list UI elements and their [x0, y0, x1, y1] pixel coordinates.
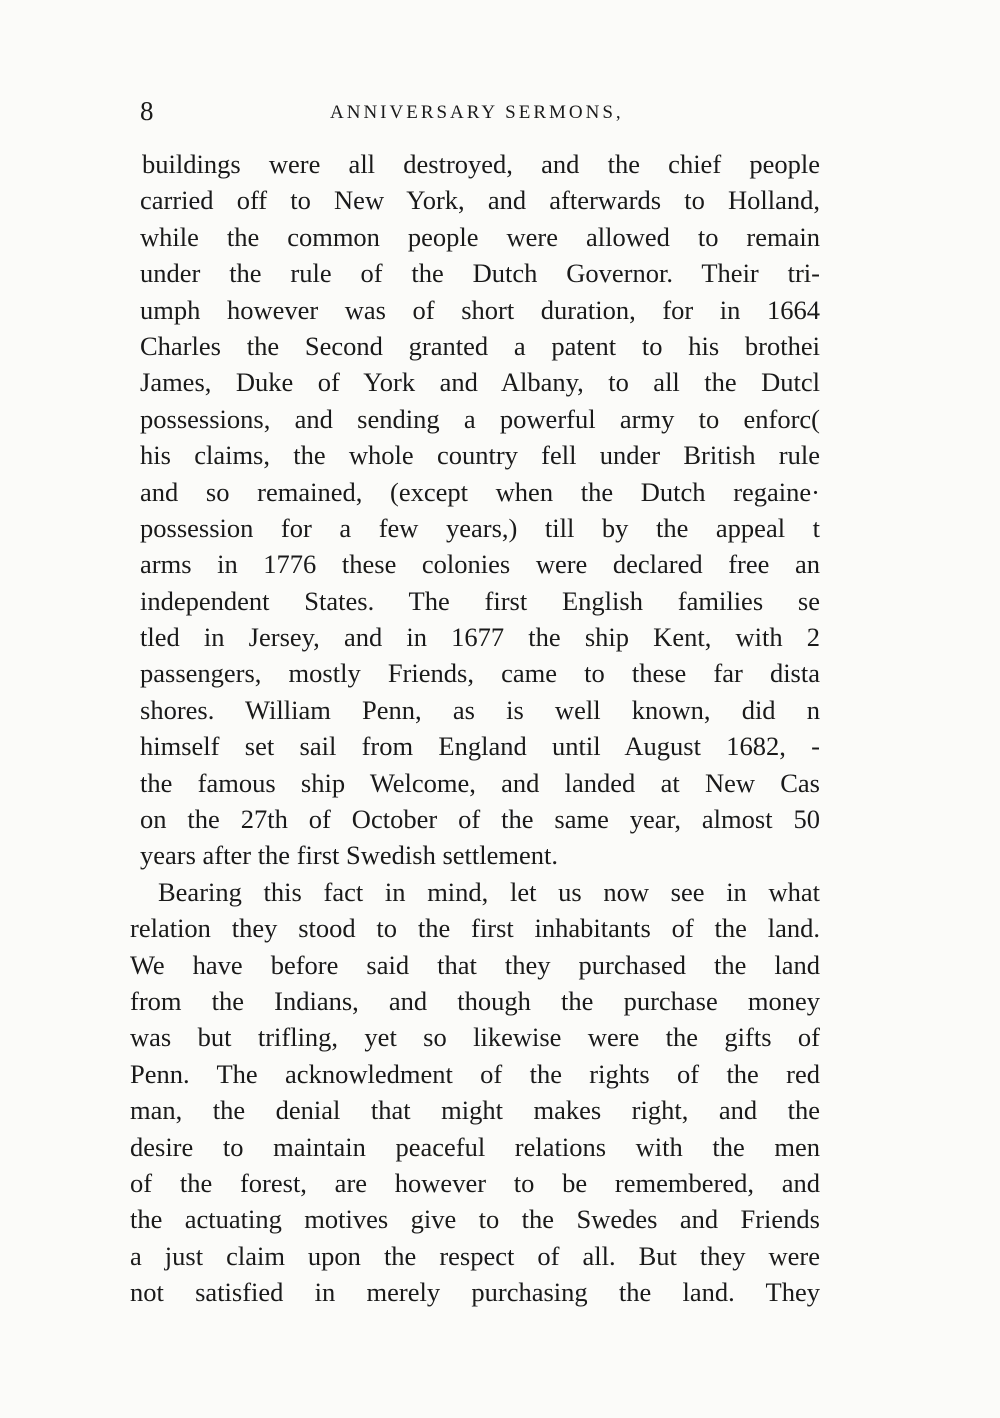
text-line: from the Indians, and though the purchase money [130, 985, 820, 1016]
text-line: not satisfied in merely purchasing the land. They [130, 1277, 820, 1308]
text-line: years after the first Swedish settlement. [140, 840, 558, 871]
paragraph-2 [130, 874, 820, 1311]
text-line: independent States. The first English families se [140, 585, 820, 616]
text-line: desire to maintain peaceful relations with the men [130, 1131, 820, 1162]
text-line: under the rule of the Dutch Governor. Their tri- [140, 258, 820, 289]
text-line: We have before said that they purchased the land [130, 949, 820, 980]
text-line: on the 27th of October of the same year, almost 50 [140, 804, 820, 835]
text-line: a just claim upon the respect of all. But they were [130, 1240, 820, 1271]
text-line: Penn. The acknowledment of the rights of the red [130, 1058, 820, 1089]
text-line: umph however was of short duration, for in 1664 [140, 294, 820, 325]
text-line: tled in Jersey, and in 1677 the ship Kent, with 2 [140, 622, 820, 653]
text-line: himself set sail from England until August 1682, - [140, 731, 820, 762]
text-line: the actuating motives give to the Swedes and Friends [130, 1204, 820, 1235]
text-line: while the common people were allowed to remain [140, 221, 820, 252]
text-line: possession for a few years,) till by the appeal t [140, 512, 820, 543]
body-text [130, 146, 820, 1311]
text-line: arms in 1776 these colonies were declared free an [140, 549, 820, 580]
text-line: the famous ship Welcome, and landed at New Cas [140, 767, 820, 798]
text-line: of the forest, are however to be remembered, and [130, 1167, 820, 1198]
page-header [140, 96, 840, 136]
text-line: James, Duke of York and Albany, to all the Dutcl [140, 367, 820, 398]
text-line: and so remained, (except when the Dutch regaine· [140, 476, 820, 507]
running-title: ANNIVERSARY SERMONS, [330, 102, 624, 123]
text-line: was but trifling, yet so likewise were the gifts of [130, 1022, 820, 1053]
text-line: shores. William Penn, as is well known, did n [140, 694, 820, 725]
text-line: carried off to New York, and afterwards to Holland, [140, 185, 820, 216]
text-line: buildings were all destroyed, and the chief people [142, 149, 820, 179]
text-line: his claims, the whole country fell under British rule [140, 440, 820, 471]
text-line: Charles the Second granted a patent to his brothei [140, 330, 820, 361]
paragraph-1 [130, 146, 820, 874]
page-number: 8 [140, 96, 154, 126]
text-line: possessions, and sending a powerful army to enforc( [140, 403, 820, 434]
text-line: Bearing this fact in mind, let us now see in what [158, 876, 820, 907]
text-line: relation they stood to the first inhabitants of the land. [130, 913, 820, 944]
text-line: man, the denial that might makes right, and the [130, 1095, 820, 1126]
text-line: passengers, mostly Friends, came to these far dista [140, 658, 820, 689]
